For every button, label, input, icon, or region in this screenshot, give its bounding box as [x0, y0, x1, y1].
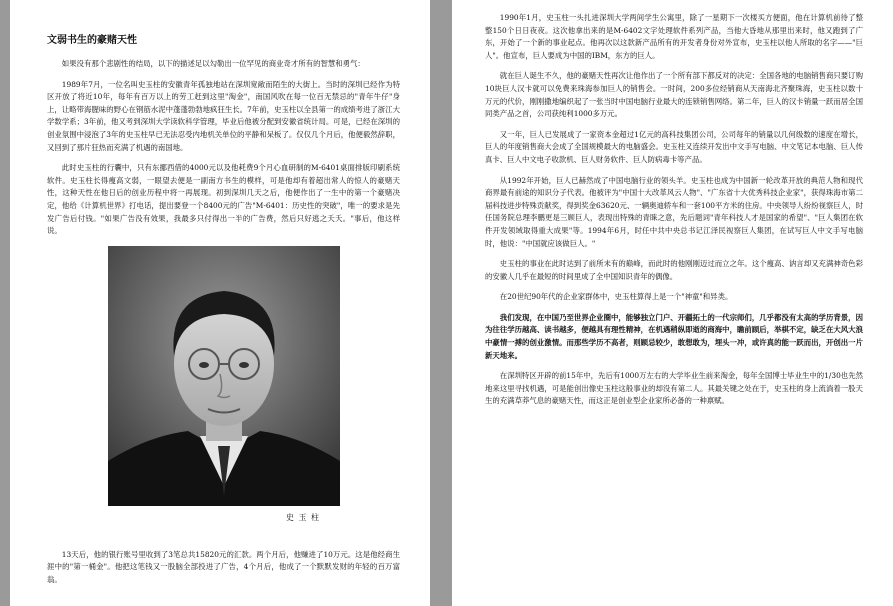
right-paragraph-2: 就在巨人诞生不久，他的豪赌天性再次让他作出了一个所有部下都反对的决定：全国各地的电脑销售商只要订购10块巨人汉卡就可以免费来珠海参加巨人的销售会。一时间，200多位经销商从天南海北齐聚珠海，史玉柱以数十万元的代价，刚刚撒地编织起了一张当时中国电脑行业最大的连锁销售网络。第二年，巨人的汉卡销量一跃而居全国同类产品之首，公司获纯利1000多万元。: [485, 71, 863, 119]
left-paragraph-1: 如果没有那个悲剧性的结局，以下的描述足以勾勒出一位罕见的商业奇才所有的智慧和勇气：: [61, 59, 365, 68]
right-paragraph-bold: 我们发现，在中国乃至世界企业圈中，能够独立门户、开疆拓土的一代宗师们，几乎都没有太高的学历背景，因为往往学历越高、读书越多，便越具有理性精神，在机遇稍纵即逝的商海中，瞻前顾后，举棋不定，缺乏在大风大浪中豪情一搏的创业激情。而那些学历不高者，则顾忌较少，敢想敢为，埋头一冲，或许真的能一跃而出，开创出一片新天地来。: [485, 312, 863, 360]
right-paragraph-last: 在深圳特区开辟的前15年中，先后有1000万左右的大学毕业生前来淘金，每年全国博士毕业生中的1/30也先然地来这里寻找机遇，可是能创出像史玉柱这般事业的却没有第二人。其最关键之处在于，史玉柱的身上流淌着一股天生的充满草莽气息的豪赌天性，而这正是创业型企业家所必备的一种禀赋。: [485, 371, 863, 406]
right-paragraph-4: 从1992年开始，巨人已赫然成了中国电脑行业的领头羊。史玉柱也成为中国新一轮改革开放的典范人物和现代商界最有前途的知识分子代表。他被评为"中国十大改革风云人物"、"广东省十大优秀科技企业家"，获得珠海市第二届科技进步特殊贡献奖，得到奖金63620元、一辆奥迪轿车和一套100平方米的住房。中央领导人纷纷视察巨人，时任国务院总理李鹏更是三顾巨人，表现出特殊的青睐之意，先后题词"青年科技人才是国家的希望"、"巨人集团在软件开发领域取得重大成果"等。1994年6月，时任中共中央总书记江泽民视察巨人集团，在试写巨人中文手写电脑时，他说："中国就应该做巨人。": [485, 175, 863, 248]
portrait-image: [108, 246, 340, 506]
right-paragraph-1: 1990年1月，史玉柱一头扎进深圳大学两间学生公寓里，除了一星期下一次楼买方便面，他在计算机前待了整整150个日日夜夜。这次他拿出来的是M-6402文字处理软件系列产品，当他大昏地从那里出来时，他又跑到了广东，开始了一个新的事业起点。他再次以这款新产品所有的开发者身份对外宣布，史玉柱以他人所取的名字——"巨人"。他宣布，巨人要成为中国的IBM，东方的巨人。: [485, 13, 863, 60]
chapter-heading: 文弱书生的豪赌天性: [47, 35, 137, 46]
portrait-photo: [108, 246, 340, 506]
right-paragraph-5: 史玉柱的事业在此时达到了前所未有的巅峰，而此时的他刚刚迈过而立之年。这个瘦高、讷言却又充满神奇色彩的安徽人几乎在最短的时间里成了全中国知识青年的偶像。: [485, 259, 863, 281]
portrait-figure: [47, 246, 400, 523]
left-paragraph-2: 1989年7月，一位名叫史玉柱的安徽青年孤独地站在深圳宽敞而陌生的大街上。当时的深圳已经作为特区开放了将近10年，每年有百万以上的劳工赶到这里"淘金"，南国风吹在每一位百无禁忌的"青年牛仔"身上，让略带海腥味的野心在钢筋水泥中蓬蓬勃勃地疯狂生长。7年前，史玉柱以全县第一的成绩考进了浙江大学数学系；3年前，他又考到深圳大学读软科学管理，毕业后他被分配到安徽省统计局。可是，已经在深圳的创业氛围中浸泡了3年的史玉柱早已无法忍受内地机关单位的平静和呆板了。仅仅几个月后，他便毅然辞职，又回到了那片狂热而充满了机遇的南国地。: [47, 79, 400, 152]
left-paragraph-4: 13天后，他的银行账号里收到了3笔总共15820元的汇款。两个月后，他赚进了10万元。这是他经商生涯中的"第一桶金"。他把这笔钱又一股脑全部投进了广告，4个月后，他成了一个默默发财的年轻的百万富翁。: [47, 549, 400, 584]
right-paragraph-6: 在20世纪90年代的企业家群体中，史玉柱算得上是一个"神童"和异类。: [499, 292, 733, 302]
left-paragraph-3: 此时史玉柱的行囊中，只有东挪西借的4000元以及他耗费9个月心血研制的M-6401桌面排版印刷系统软件。史玉柱长得瘦高文弱，一眼望去便是一副南方书生的模样，可是他却有着超出常人的惊人的豪赌天性，这种天性在他日后的创业历程中将一再展现。初到深圳几天之后，他便作出了一生中的第一个豪赌决定，他给《计算机世界》打电话，提出要登一个8400元的广告"M-6401：历史性的突破"，唯一的要求是先发广告后付钱。"如果广告没有效果，我最多只付得出一半的广告费，然后只好逃之夭夭。"事后，他这样说。: [47, 163, 400, 236]
portrait-caption: 史 玉 柱: [285, 512, 320, 522]
right-paragraph-3: 又一年，巨人已发展成了一家资本金超过1亿元的高科技集团公司，公司每年的销量以几何级数的速度在增长，巨人的年度销售商大会成了全国规模最大的电脑盛会。史玉柱又连续开发出中文手写电脑、中文笔记本电脑、巨人传真卡、巨人中文电子收款机、巨人财务软件、巨人防病毒卡等产品。: [485, 129, 863, 164]
right-page: [452, 0, 893, 606]
left-page: [10, 0, 430, 606]
